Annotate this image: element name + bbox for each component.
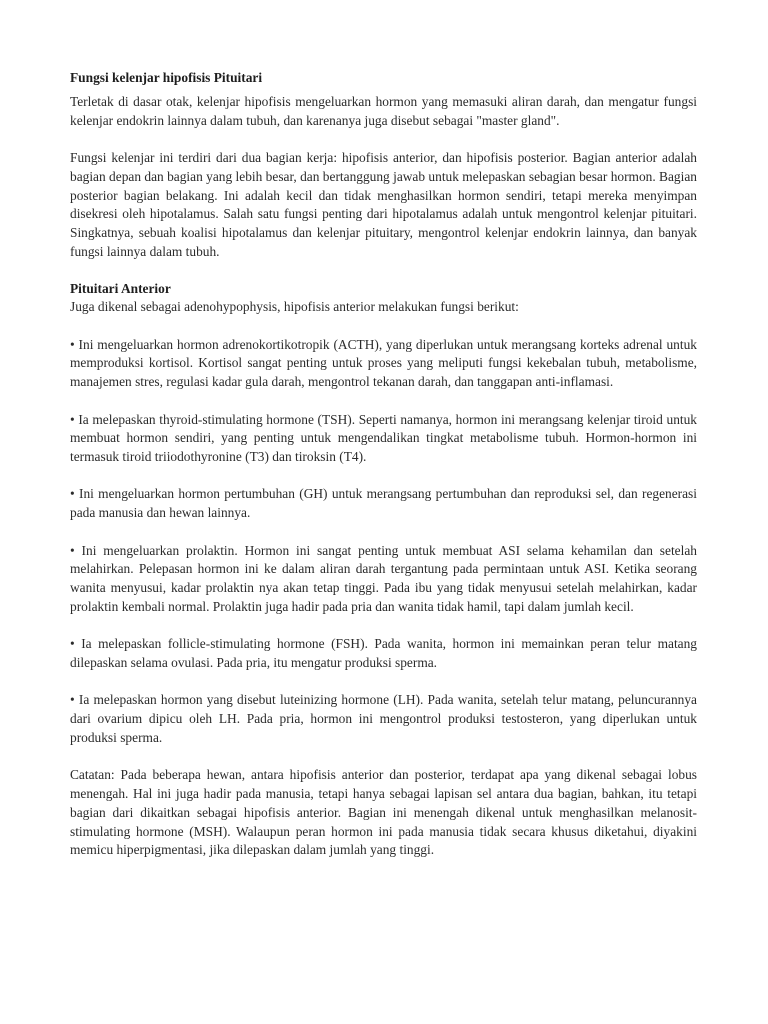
section-intro: Juga dikenal sebagai adenohypophysis, hipofisis anterior melakukan fungsi berikut: [70, 299, 519, 315]
bullet-acth: • Ini mengeluarkan hormon adrenokortikotropik (ACTH), yang diperlukan untuk merangsang korteks adrenal untuk memproduksi kortisol. Kortisol sangat penting untuk proses yang meliputi fungsi kekebalan tubuh, metabolisme, manajemen stres, regulasi kadar gula darah, mengontrol tekanan darah, dan tanggapan anti-inflamasi. [70, 336, 697, 390]
section-heading: Pituitari Anterior [70, 281, 171, 297]
bullet-gh: • Ini mengeluarkan hormon pertumbuhan (GH) untuk merangsang pertumbuhan dan reproduksi sel, dan regenerasi pada manusia dan hewan lainnya. [70, 486, 697, 521]
document-title: Fungsi kelenjar hipofisis Pituitari [70, 70, 263, 85]
bullet-fsh: • Ia melepaskan follicle-stimulating hormone (FSH). Pada wanita, hormon ini memainkan peran telur matang dilepaskan selama ovulasi. Pada pria, itu mengatur produksi sperma. [70, 636, 697, 671]
intro-paragraph: Terletak di dasar otak, kelenjar hipofisis mengeluarkan hormon yang memasuki aliran darah, dan mengatur fungsi kelenjar endokrin lainnya dalam tubuh, dan karenanya juga disebut sebagai "master gland". [70, 94, 697, 128]
bullet-lh: • Ia melepaskan hormon yang disebut luteinizing hormone (LH). Pada wanita, setelah telur matang, peluncurannya dari ovarium dipicu oleh LH. Pada pria, hormon ini mengontrol produksi testosteron, yang diperlukan untuk produksi sperma. [70, 692, 697, 745]
bullet-prolactin: • Ini mengeluarkan prolaktin. Hormon ini sangat penting untuk membuat ASI selama kehamilan dan setelah melahirkan. Pelepasan hormon ini ke dalam aliran darah tergantung pada permintaan untuk ASI. Ketika seorang wanita menyusui, kadar prolaktin nya akan tetap tinggi. Pada ibu yang tidak menyusui setelah melahirkan, kadar prolaktin kembali normal. Prolaktin juga hadir pada pria dan wanita tidak hamil, tapi dalam jumlah kecil. [70, 542, 697, 614]
note-paragraph: Catatan: Pada beberapa hewan, antara hipofisis anterior dan posterior, terdapat apa yang dikenal sebagai lobus menengah. Hal ini juga hadir pada manusia, tetapi hanya sebagai lapisan sel antara dua bagian, bahkan, itu tetapi bagian dari dikaitkan sebagai hipofisis anterior. Bagian ini menengah dikenal untuk menghasilkan melanosit-stimulating hormone (MSH). Walaupun peran hormon ini pada manusia tidak secara khusus diketahui, diyakini memicu hiperpigmentasi, jika dilepaskan dalam jumlah yang tinggi. [70, 767, 697, 858]
document-page [70, 69, 697, 860]
function-paragraph: Fungsi kelenjar ini terdiri dari dua bagian kerja: hipofisis anterior, dan hipofisis posterior. Bagian anterior adalah bagian depan dan bagian yang lebih besar, dan bertanggung jawab untuk melepaskan sebagian besar hormon. Bagian posterior bagian belakang. Ini adalah kecil dan tidak menghasilkan hormon sendiri, tetapi mereka menyimpan disekresi oleh hipotalamus. Salah satu fungsi penting dari hipotalamus adalah untuk mengontrol kelenjar pituitari. Singkatnya, sebuah koalisi hipotalamus dan kelenjar pituitary, mengontrol kelenjar endokrin lainnya, dan banyak fungsi lainnya dalam tubuh. [70, 150, 697, 260]
bullet-tsh: • Ia melepaskan thyroid-stimulating hormone (TSH). Seperti namanya, hormon ini merangsang kelenjar tiroid untuk membuat hormon sendiri, yang penting untuk mengendalikan tingkat metabolisme tubuh. Hormon-hormon ini termasuk tiroid triiodothyronine (T3) dan tiroksin (T4). [70, 411, 697, 465]
